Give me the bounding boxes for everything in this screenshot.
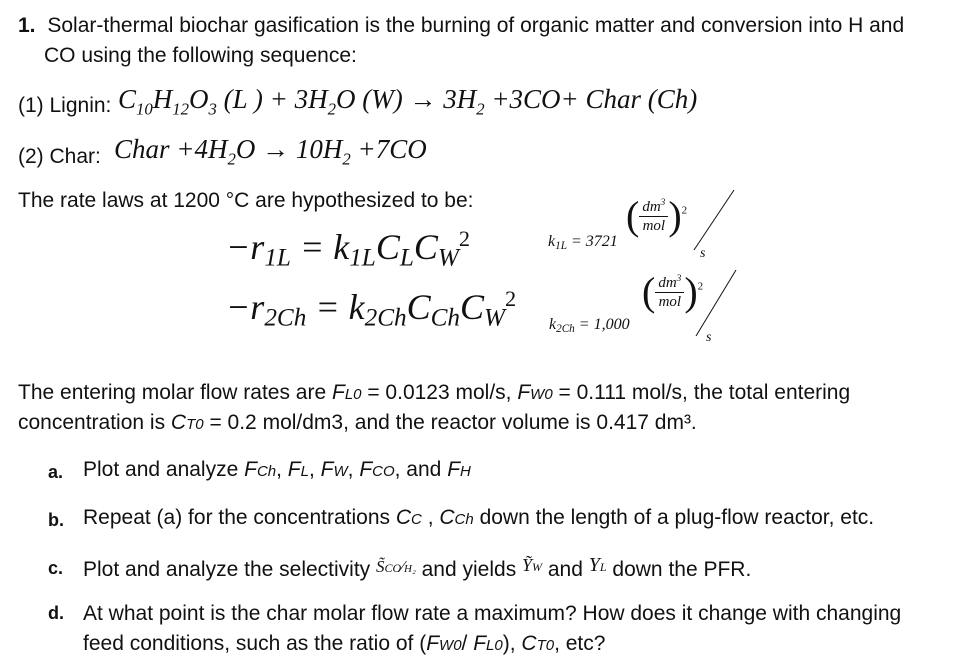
rate-constant-1-units: ( $\frac{dm^3}{\text{mol}}$ )$^2$ <box>626 193 688 238</box>
part-c-text: Plot and analyze the selectivity S̃CO⁄H₂ and yields ỸW and YL down the PFR. <box>83 554 752 581</box>
part-b-letter: b. <box>48 510 64 530</box>
rate-laws-intro: The rate laws at 1200 °C are hypothesized to be: <box>18 189 474 212</box>
part-a-text: Plot and analyze FCh, FL, FW, FCO, and FH <box>83 458 471 481</box>
problem-intro-line1: 1. Solar-thermal biochar gasification is the burning of organic matter and conversion into H and <box>18 14 905 37</box>
rate-constant-1-per-s: s <box>700 246 706 261</box>
problem-intro-line2: CO using the following sequence: <box>44 44 357 67</box>
rate-constant-2-units: ( $\frac{dm^3}{\text{mol}}$ )$^2$ <box>642 269 704 314</box>
reaction-1-label: (1) Lignin: <box>18 94 112 117</box>
part-d-text-line1: At what point is the char molar flow rate a maximum? How does it change with changing <box>83 602 902 625</box>
part-d-text-line2: feed conditions, such as the ratio of (FW0/ FL0), CT0, etc? <box>83 632 606 655</box>
part-d-letter: d. <box>48 603 64 623</box>
rate-constant-2: k2Ch = 1,000 <box>549 316 630 335</box>
rate-constant-1: k1L = 3721 <box>548 233 618 252</box>
part-b-text: Repeat (a) for the concentrations CC , CCh down the length of a plug-flow reactor, etc. <box>83 506 875 529</box>
rate-constant-2-per-s: s <box>706 330 712 345</box>
reaction-2-label: (2) Char: <box>18 145 101 168</box>
rate-constant-1-slash <box>688 188 738 268</box>
feed-line-2: concentration is CT0 = 0.2 mol/dm3, and the reactor volume is 0.417 dm³. <box>18 411 697 434</box>
reaction-1-equation: $C_{10}H_{12}O_3$ (L ) + $3H_2O$ $(W) \to 3H_2 +3CO+$ Char (Ch) <box>118 84 698 119</box>
part-a-letter: a. <box>48 462 64 482</box>
part-c-letter: c. <box>48 558 64 578</box>
problem-number: 1. <box>18 14 36 37</box>
rate-law-1: $-r1L = k1LCLCW^2$ <box>226 226 470 272</box>
reaction-2-equation: Char $+4H_2O \to 10H_2 +7CO$ <box>114 134 427 169</box>
rate-law-2: −r2Ch = k2ChCChCW$^2$ <box>226 286 517 332</box>
rate-constant-2-slash <box>690 268 740 348</box>
feed-line-1: The entering molar flow rates are FL0 = 0.0123 mol/s, FW0 = 0.111 mol/s, the total entering <box>18 381 851 404</box>
